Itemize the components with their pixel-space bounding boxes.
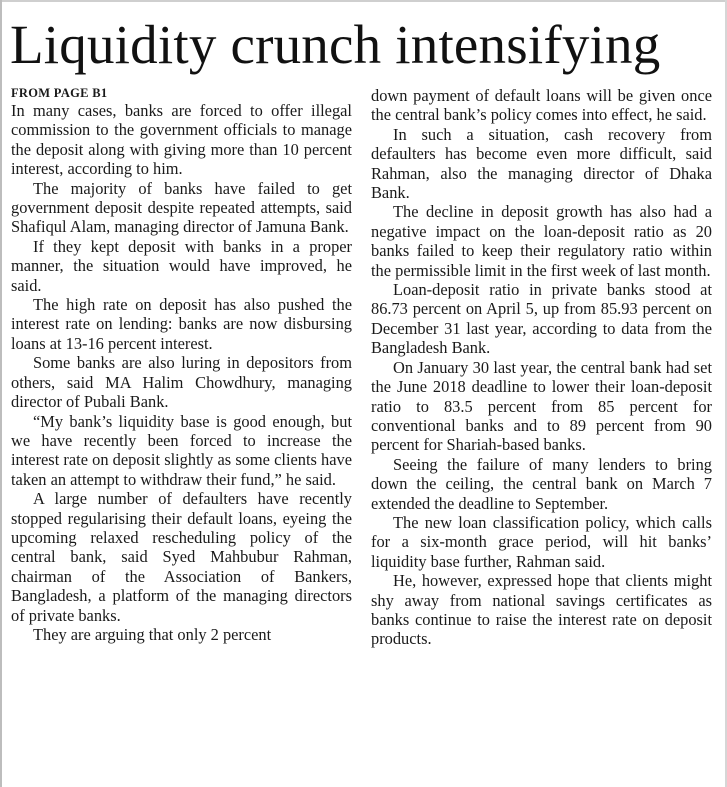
- paragraph: The majority of banks have failed to get government deposit despite repeated attempts, said Shafiqul Alam, managing director of Jamuna Bank.: [11, 178, 352, 237]
- article-column-right: [371, 86, 712, 649]
- clipping-top-edge: [0, 0, 727, 2]
- paragraph: Loan-deposit ratio in private banks stood at 86.73 percent on April 5, up from 85.93 percent on December 31 last year, according to data from the Bangladesh Bank.: [371, 280, 712, 358]
- paragraph: If they kept deposit with banks in a proper manner, the situation would have improved, he said.: [11, 236, 352, 295]
- paragraph: They are arguing that only 2 percent: [33, 624, 272, 644]
- paragraph: In many cases, banks are forced to offer illegal commission to the government officials to manage the deposit along with giving more than 10 percent interest, according to him.: [11, 101, 352, 179]
- jump-label: FROM PAGE B1: [11, 86, 108, 100]
- paragraph: On January 30 last year, the central bank had set the June 2018 deadline to lower their loan-deposit ratio to 83.5 percent from 85 percent for conventional banks and to 89 percent from 90 percent for Shariah-based banks.: [371, 357, 712, 455]
- paragraph: The high rate on deposit has also pushed the interest rate on lending: banks are now disbursing loans at 13-16 percent interest.: [11, 295, 352, 353]
- article-column-left: [11, 86, 352, 644]
- paragraph: The new loan classification policy, which calls for a six-month grace period, will hit banks’ liquidity base further, Rahman said.: [371, 512, 712, 571]
- paragraph: Seeing the failure of many lenders to bring down the ceiling, the central bank on March 7 extended the deadline to September.: [371, 454, 712, 513]
- paragraph: The decline in deposit growth has also had a negative impact on the loan-deposit ratio as 20 banks failed to keep their regulatory ratio within the permissible limit in the first week of last month.: [371, 202, 712, 280]
- clipping-left-edge: [0, 0, 2, 787]
- paragraph: down payment of default loans will be given once the central bank’s policy comes into effect, he said.: [371, 86, 712, 125]
- paragraph: He, however, expressed hope that clients might shy away from national savings certificates as banks continue to raise the interest rate on deposit products.: [371, 571, 712, 649]
- paragraph: Some banks are also luring in depositors from others, said MA Halim Chowdhury, managing director of Pubali Bank.: [11, 353, 352, 412]
- paragraph: A large number of defaulters have recently stopped regularising their default loans, eyeing the upcoming relaxed rescheduling policy of the central bank, said Syed Mahbubur Rahman, chairman of the Association of Bankers, Bangladesh, a platform of the managing directors of private banks.: [11, 489, 352, 625]
- paragraph: In such a situation, cash recovery from defaulters has become even more difficult, said Rahman, also the managing director of Dhaka Bank.: [371, 124, 712, 203]
- headline: Liquidity crunch intensifying: [10, 14, 661, 75]
- paragraph: “My bank’s liquidity base is good enough, but we have recently been forced to increase the interest rate on deposit slightly as some clients have taken an attempt to withdraw their fund,” he said.: [11, 411, 352, 489]
